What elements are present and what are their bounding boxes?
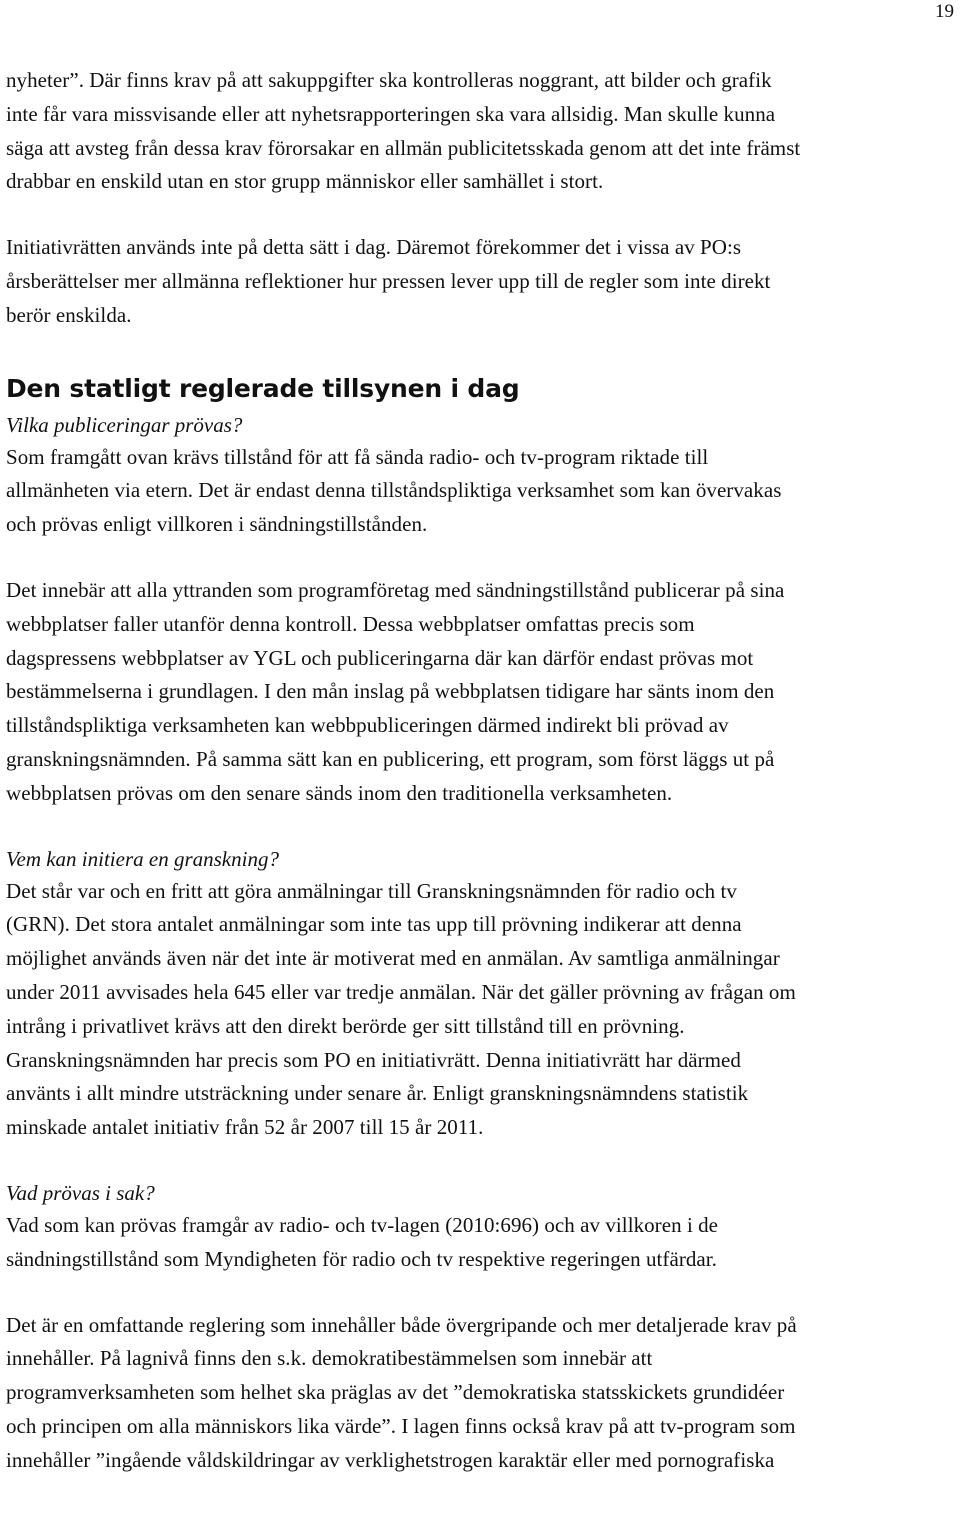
text-line: minskade antalet initiativ från 52 år 2007 till 15 år 2011. xyxy=(6,1115,484,1140)
text-line: Vad som kan prövas framgår av radio- och tv-lagen (2010:696) och av villkoren i de xyxy=(6,1212,719,1237)
paragraph xyxy=(6,1209,956,1277)
text-line: allmänheten via etern. Det är endast denna tillståndspliktiga verksamhet som kan övervakas xyxy=(6,478,782,503)
text-line: (GRN). Det stora antalet anmälningar som inte tas upp till prövning indikerar att denna xyxy=(6,912,742,937)
paragraph xyxy=(6,574,956,811)
text-line: Det står var och en fritt att göra anmälningar till Granskningsnämnden för radio och tv xyxy=(6,878,737,903)
text-line: Det är en omfattande reglering som innehåller både övergripande och mer detaljerade krav på xyxy=(6,1312,797,1337)
text-line: och prövas enligt villkoren i sändningstillstånden. xyxy=(6,512,428,537)
paragraph xyxy=(6,64,956,199)
text-line: Granskningsnämnden har precis som PO en initiativrätt. Denna initiativrätt har därmed xyxy=(6,1047,741,1072)
document-body xyxy=(6,64,956,1478)
text-line: granskningsnämnden. På samma sätt kan en publicering, ett program, som först läggs ut på xyxy=(6,746,775,771)
text-line: och principen om alla människors lika värde”. I lagen finns också krav på att tv-program som xyxy=(6,1413,796,1438)
text-line: Som framgått ovan krävs tillstånd för att få sända radio- och tv-program riktade till xyxy=(6,444,709,469)
paragraph xyxy=(6,441,956,542)
text-line: dagspressens webbplatser av YGL och publiceringarna där kan därför endast prövas mot xyxy=(6,645,754,670)
subheading: Vem kan initiera en granskning? xyxy=(6,846,279,871)
section-heading: Den statligt reglerade tillsynen i dag xyxy=(6,373,520,403)
text-line: drabbar en enskild utan en stor grupp människor eller samhället i stort. xyxy=(6,169,604,194)
text-line: berör enskilda. xyxy=(6,302,132,327)
text-line: säga att avsteg från dessa krav förorsakar en allmän publicitetsskada genom att det inte främst xyxy=(6,135,801,160)
text-line: möjlighet används även när det inte är motiverat med en anmälan. Av samtliga anmälningar xyxy=(6,946,780,971)
text-line: programverksamheten som helhet ska präglas av det ”demokratiska statsskickets grundidéer xyxy=(6,1380,785,1405)
subheading: Vad prövas i sak? xyxy=(6,1180,155,1205)
text-line: innehåller. På lagnivå finns den s.k. demokratibestämmelsen som innebär att xyxy=(6,1346,653,1371)
paragraph xyxy=(6,1309,956,1478)
text-line: nyheter”. Där finns krav på att sakuppgifter ska kontrolleras noggrant, att bilder och grafik xyxy=(6,68,772,92)
text-line: webbplatser faller utanför denna kontroll. Dessa webbplatser omfattas precis som xyxy=(6,611,695,636)
text-line: intrång i privatlivet krävs att den direkt berörde ger sitt tillstånd till en prövning. xyxy=(6,1013,685,1038)
paragraph xyxy=(6,231,956,332)
paragraph xyxy=(6,875,956,1145)
text-line: använts i allt mindre utsträckning under senare år. Enligt granskningsnämndens statistik xyxy=(6,1081,749,1106)
text-line: sändningstillstånd som Myndigheten för radio och tv respektive regeringen utfärdar. xyxy=(6,1246,717,1271)
text-line: under 2011 avvisades hela 645 eller var tredje anmälan. När det gäller prövning av frågan om xyxy=(6,979,796,1004)
text-line: webbplatsen prövas om den senare sänds inom den traditionella verksamheten. xyxy=(6,780,673,805)
text-line: tillståndspliktiga verksamheten kan webbpubliceringen därmed indirekt bli prövad av xyxy=(6,713,729,738)
page-number: 19 xyxy=(935,1,954,22)
text-line: inte får vara missvisande eller att nyhetsrapporteringen ska vara allsidig. Man skulle kunna xyxy=(6,101,776,126)
text-line: bestämmelserna i grundlagen. I den mån inslag på webbplatsen tidigare har sänts inom den xyxy=(6,679,775,704)
text-line: innehåller ”ingående våldskildringar av verklighetstrogen karaktär eller med pornografiska xyxy=(6,1447,775,1472)
subheading: Vilka publiceringar prövas? xyxy=(6,412,243,437)
text-line: Initiativrätten används inte på detta sätt i dag. Däremot förekommer det i vissa av PO:s xyxy=(6,235,742,260)
text-line: årsberättelser mer allmänna reflektioner hur pressen lever upp till de regler som inte direkt xyxy=(6,268,771,293)
text-line: Det innebär att alla yttranden som programföretag med sändningstillstånd publicerar på sina xyxy=(6,577,785,602)
